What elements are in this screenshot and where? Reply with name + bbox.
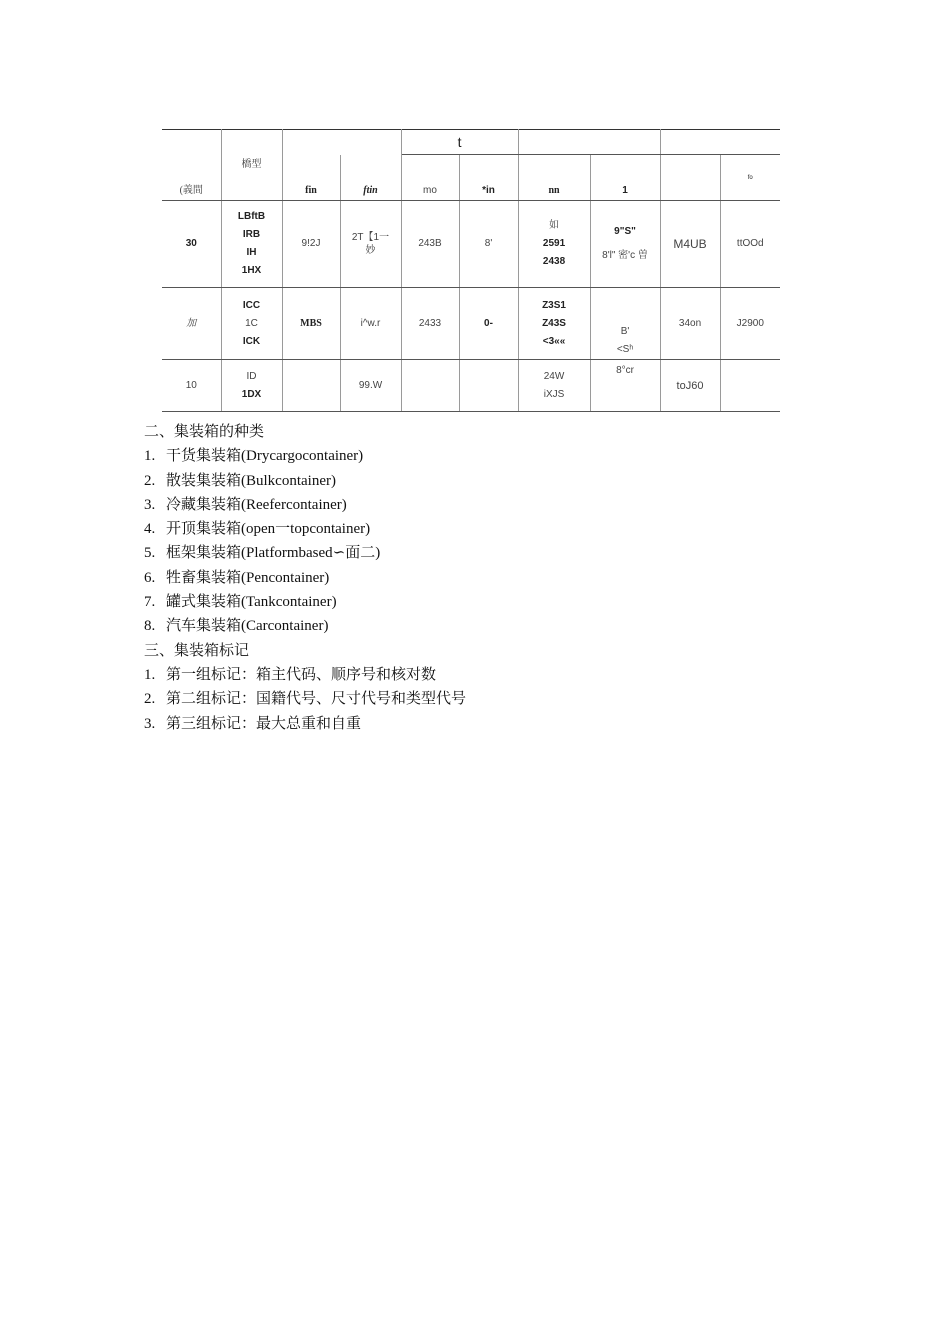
line-text: 冷藏集装箱(Reefercontainer) xyxy=(166,496,347,513)
subheader-cell xyxy=(660,155,720,201)
table-cell xyxy=(518,288,590,360)
list-item xyxy=(144,541,784,565)
line-text: 第一组标记：箱主代码、顺序号和核对数 xyxy=(166,666,437,683)
table-cell xyxy=(590,288,660,360)
table-cell: 8°cr xyxy=(590,360,660,412)
subheader-cell: nn xyxy=(518,155,590,201)
table-cell: M4UB xyxy=(660,201,720,288)
cell-line: 1DX xyxy=(241,388,262,400)
line-text: 第二组标记：国籍代号、尺寸代号和类型代号 xyxy=(166,691,467,708)
list-number: 2. xyxy=(144,691,156,708)
cell-line: iXJS xyxy=(543,388,565,400)
cell-line: Z43S xyxy=(542,317,566,329)
list-item xyxy=(144,663,784,687)
container-spec-table xyxy=(162,129,780,412)
cell-line: 1HX xyxy=(241,265,262,276)
list-number: 4. xyxy=(144,521,156,538)
table-cell: ttOOd xyxy=(720,201,780,288)
header-cell xyxy=(282,130,401,155)
header-cell xyxy=(660,130,780,155)
table-cell: 2433 xyxy=(401,288,459,360)
table-cell: 30 xyxy=(162,201,221,288)
subheader-cell: ftin xyxy=(340,155,401,201)
list-number: 5. xyxy=(144,545,156,562)
list-number: 1. xyxy=(144,666,156,683)
cell-line: 妙 xyxy=(365,245,376,256)
list-number: 3. xyxy=(144,715,156,732)
table-cell xyxy=(590,201,660,288)
subheader-cell: fin xyxy=(282,155,340,201)
table-cell: 10 xyxy=(162,360,221,412)
list-item xyxy=(144,517,784,541)
cell-line: IRB xyxy=(242,229,261,240)
cell-line: Z3S1 xyxy=(542,299,566,311)
table-cell xyxy=(518,360,590,412)
table-cell: toJ60 xyxy=(660,360,720,412)
subheader-cell: 1 xyxy=(590,155,660,201)
list-item xyxy=(144,687,784,711)
list-item xyxy=(144,493,784,517)
line-text: 罐式集装箱(Tankcontainer) xyxy=(166,594,337,611)
section-heading xyxy=(144,639,784,663)
table-cell xyxy=(720,360,780,412)
line-text: 开顶集装箱(open一topcontainer) xyxy=(166,521,371,538)
cell-line: ICK xyxy=(242,335,261,347)
line-text: 干货集装箱(Drycargocontainer) xyxy=(166,448,364,465)
header-cell: 橋型 xyxy=(221,130,282,201)
cell-line: B' xyxy=(620,326,630,337)
list-number: 2. xyxy=(144,472,156,489)
cell-line: ICC xyxy=(242,299,261,311)
list-number: 7. xyxy=(144,594,156,611)
table-cell: 加 xyxy=(162,288,221,360)
line-text: 牲畜集装箱(Pencontainer) xyxy=(166,569,330,586)
table-cell: 34on xyxy=(660,288,720,360)
line-text: 汽车集装箱(Carcontainer) xyxy=(166,618,329,635)
header-cell xyxy=(518,130,660,155)
cell-line: 2438 xyxy=(542,256,566,267)
cell-line: 如 xyxy=(549,220,560,231)
list-item xyxy=(144,614,784,638)
list-item xyxy=(144,590,784,614)
table-cell xyxy=(221,201,282,288)
table-cell: i^w.r xyxy=(340,288,401,360)
header-cell: t xyxy=(401,130,518,155)
subheader-cell: fo xyxy=(720,155,780,201)
table-cell xyxy=(282,360,340,412)
cell-line: 2591 xyxy=(542,238,566,249)
table-cell xyxy=(221,360,282,412)
table-cell xyxy=(340,201,401,288)
header-cell: (義間 xyxy=(162,130,221,201)
line-text: 第三组标记：最大总重和自重 xyxy=(166,715,362,732)
cell-line: LBftB xyxy=(237,211,266,222)
table-cell: 0- xyxy=(459,288,518,360)
table-cell: J2900 xyxy=(720,288,780,360)
subheader-cell: mo xyxy=(401,155,459,201)
line-text: 散装集装箱(Bulkcontainer) xyxy=(166,472,336,489)
cell-line: 24W xyxy=(543,370,565,382)
cell-line: <Sʰ xyxy=(616,344,634,355)
table-cell: 243B xyxy=(401,201,459,288)
list-item xyxy=(144,469,784,493)
subheader-cell: *in xyxy=(459,155,518,201)
list-number: 1. xyxy=(144,448,156,465)
list-number: 6. xyxy=(144,569,156,586)
cell-line: 8'l" 密'c 曽 xyxy=(602,250,648,261)
table-cell: MBS xyxy=(282,288,340,360)
table-cell xyxy=(518,201,590,288)
cell-line: ID xyxy=(246,370,257,382)
list-number: 3. xyxy=(144,496,156,513)
table-cell: 99.W xyxy=(340,360,401,412)
document-body xyxy=(144,420,784,736)
table-cell xyxy=(459,360,518,412)
section-heading xyxy=(144,420,784,444)
table-cell xyxy=(221,288,282,360)
table-cell: 8' xyxy=(459,201,518,288)
cell-line: 9"S" xyxy=(614,226,636,237)
list-number: 8. xyxy=(144,618,156,635)
cell-line: IH xyxy=(246,247,257,258)
list-item xyxy=(144,712,784,736)
table-cell: 9!2J xyxy=(282,201,340,288)
line-text: 二、集装箱的种类 xyxy=(144,424,265,440)
list-item xyxy=(144,444,784,468)
cell-line: 1C xyxy=(245,317,258,329)
cell-line: <3«« xyxy=(542,335,566,347)
cell-line: 2T【1一 xyxy=(351,232,390,243)
line-text: 框架集装箱(Platformbased∽面二) xyxy=(166,545,381,562)
table-cell xyxy=(401,360,459,412)
list-item xyxy=(144,566,784,590)
line-text: 三、集装箱标记 xyxy=(144,642,250,659)
